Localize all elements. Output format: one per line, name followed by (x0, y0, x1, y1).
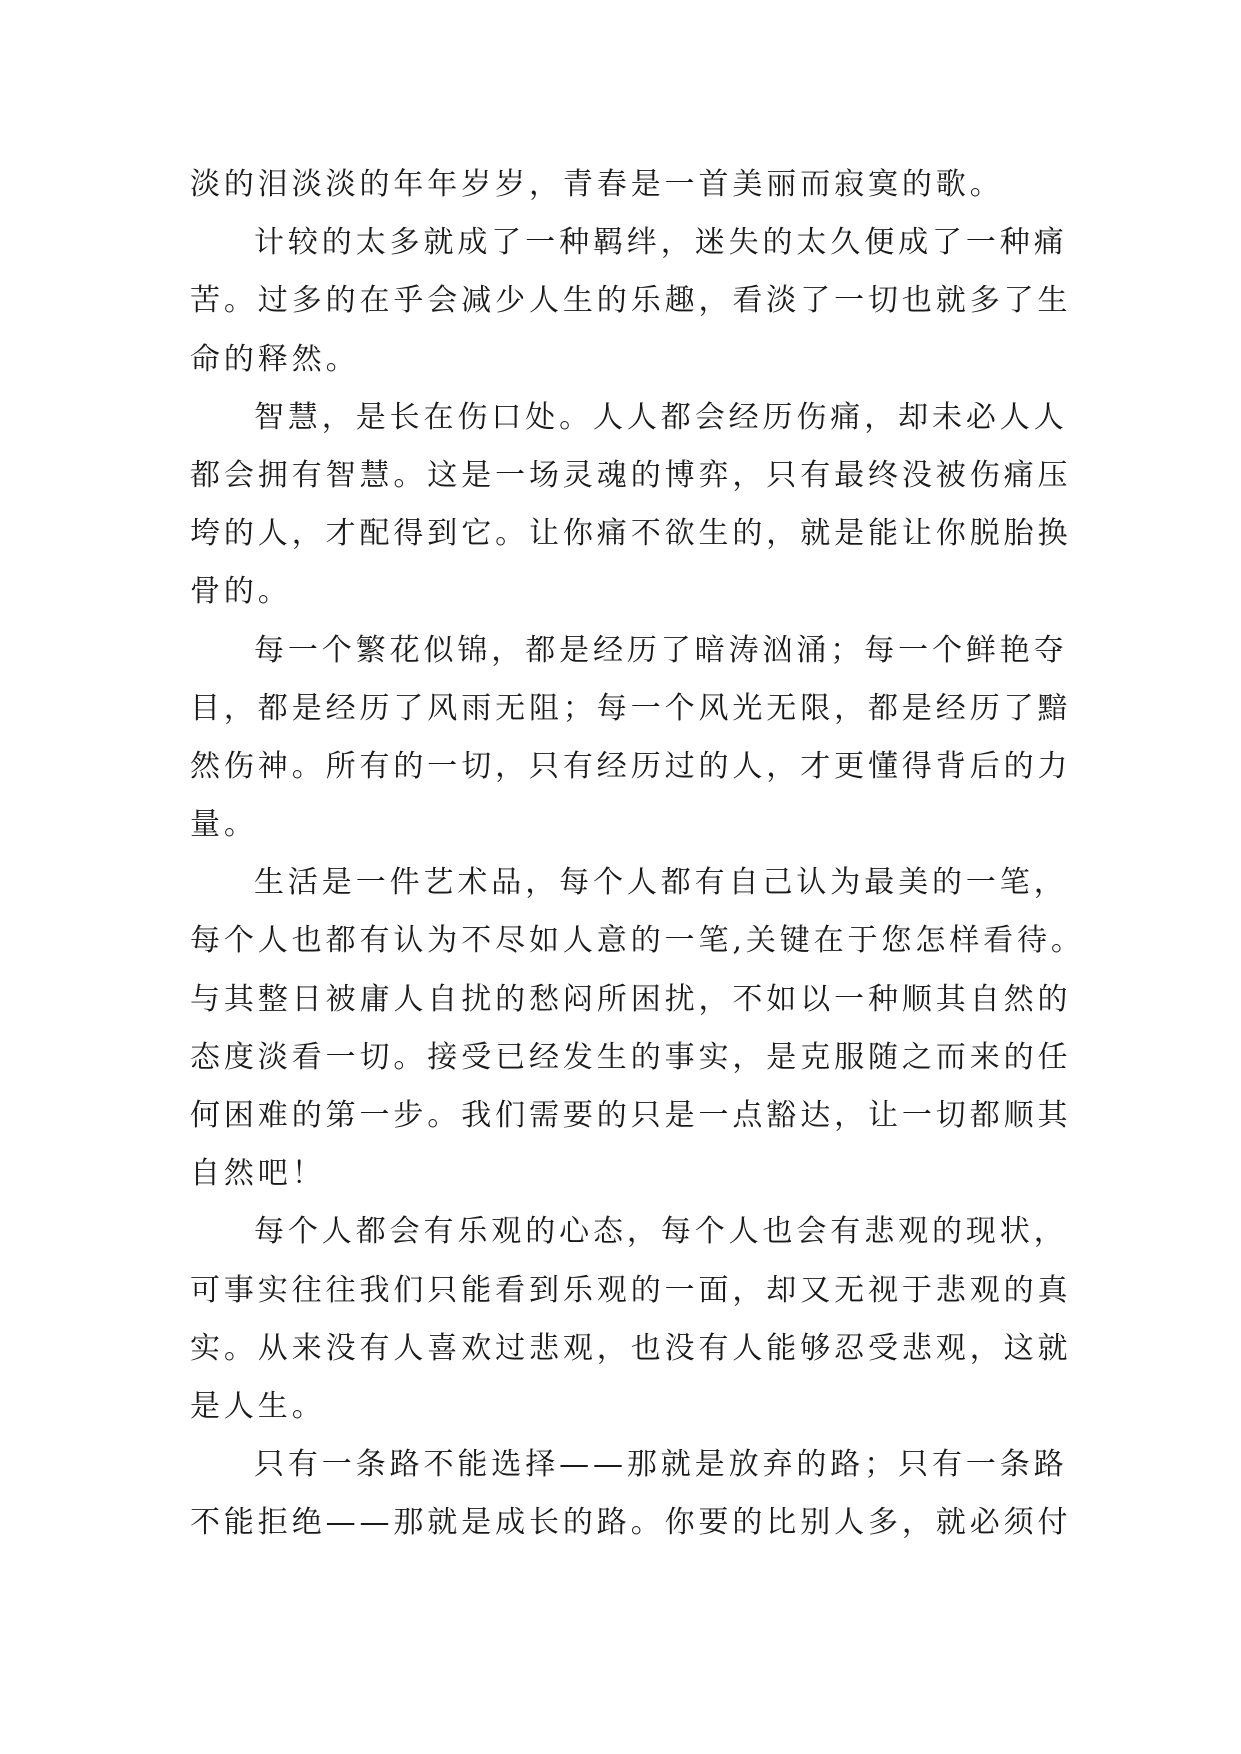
text-line: 是人生。 (190, 1388, 326, 1424)
text-line: 垮的人，才配得到它。让你痛不欲生的，就是能让你脱胎换 (190, 516, 1072, 552)
text-line: 智慧，是长在伤口处。人人都会经历伤痛，却未必人人 (254, 399, 1068, 435)
text-line: 苦。过多的在乎会减少人生的乐趣，看淡了一切也就多了生 (190, 283, 1072, 319)
text-line: 生活是一件艺术品，每个人都有自己认为最美的一笔， (254, 865, 1068, 901)
text-line: 每一个繁花似锦，都是经历了暗涛汹涌；每一个鲜艳夺 (254, 632, 1068, 668)
text-line: 命的释然。 (190, 341, 360, 377)
text-line: 每个人都会有乐观的心态，每个人也会有悲观的现状， (254, 1214, 1068, 1250)
text-line: 可事实往往我们只能看到乐观的一面，却又无视于悲观的真 (190, 1272, 1072, 1308)
text-line: 然伤神。所有的一切，只有经历过的人，才更懂得背后的力 (190, 748, 1072, 784)
text-line: 都会拥有智慧。这是一场灵魂的博弈，只有最终没被伤痛压 (190, 457, 1072, 493)
text-line: 与其整日被庸人自扰的愁闷所困扰，不如以一种顺其自然的 (190, 981, 1072, 1017)
text-line: 骨的。 (190, 574, 292, 610)
text-line: 淡的泪淡淡的年年岁岁，青春是一首美丽而寂寞的歌。 (190, 167, 1004, 202)
text-line: 实。从来没有人喜欢过悲观，也没有人能够忍受悲观，这就 (190, 1330, 1072, 1366)
text-line: 每个人也都有认为不尽如人意的一笔,关键在于您怎样看待。 (190, 923, 1085, 959)
text-line: 自然吧！ (190, 1156, 326, 1192)
text-line: 何困难的第一步。我们需要的只是一点豁达，让一切都顺其 (190, 1098, 1072, 1133)
text-line: 目，都是经历了风雨无阻；每一个风光无限，都是经历了黯 (190, 690, 1072, 726)
body-text (190, 156, 1085, 1553)
text-line: 只有一条路不能选择——那就是放弃的路；只有一条路 (254, 1447, 1068, 1483)
text-line: 不能拒绝——那就是成长的路。你要的比别人多，就必须付 (190, 1505, 1072, 1541)
text-line: 态度淡看一切。接受已经发生的事实，是克服随之而来的任 (190, 1039, 1072, 1075)
text-line: 计较的太多就成了一种羁绊，迷失的太久便成了一种痛 (254, 225, 1068, 261)
text-line: 量。 (190, 807, 258, 843)
